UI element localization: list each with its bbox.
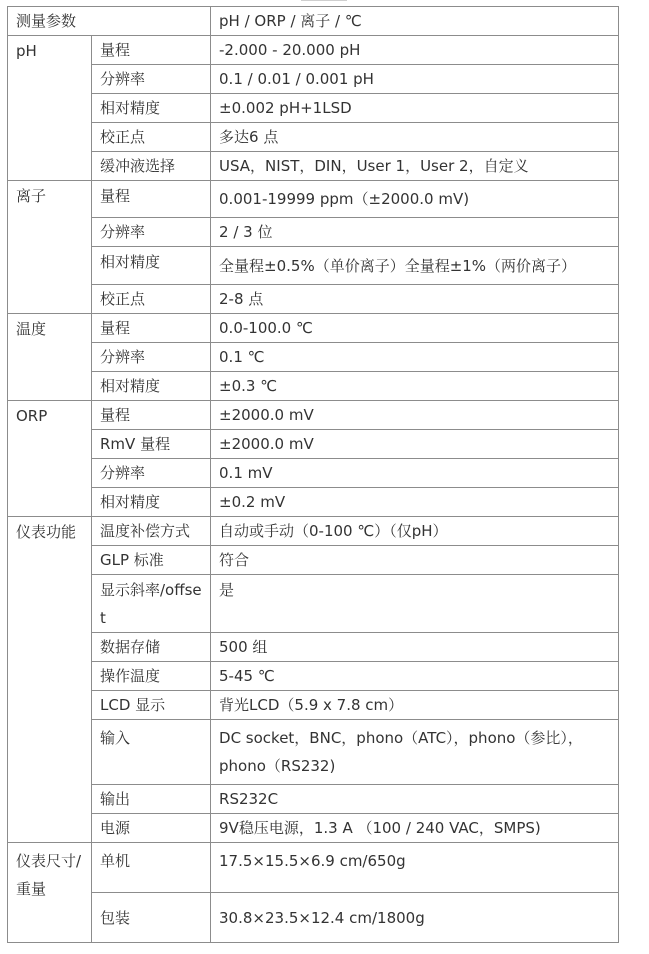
row-value: 500 组 — [211, 633, 619, 662]
row-value: 30.8×23.5×12.4 cm/1800g — [211, 893, 619, 943]
table-row — [8, 218, 619, 247]
table-row — [8, 785, 619, 814]
row-value: 全量程±0.5%（单价离子）全量程±1%（两价离子） — [211, 247, 619, 285]
group-name: ORP — [8, 401, 92, 517]
row-label: 单机 — [92, 843, 211, 893]
row-label: 显示斜率/offset — [92, 575, 211, 633]
row-value: 多达6 点 — [211, 123, 619, 152]
table-row — [8, 343, 619, 372]
row-label: 操作温度 — [92, 662, 211, 691]
table-row — [8, 488, 619, 517]
row-value: 背光LCD（5.9 x 7.8 cm） — [211, 691, 619, 720]
table-row — [8, 575, 619, 633]
group-name: pH — [8, 36, 92, 181]
table-row — [8, 662, 619, 691]
row-value: ±0.002 pH+1LSD — [211, 94, 619, 123]
row-value: 0.0-100.0 ℃ — [211, 314, 619, 343]
row-value: DC socket，BNC，phono（ATC），phono（参比），phono（RS232) — [211, 720, 619, 785]
row-value: ±0.3 ℃ — [211, 372, 619, 401]
row-label: GLP 标准 — [92, 546, 211, 575]
header-label: 测量参数 — [8, 7, 211, 36]
row-value: 2-8 点 — [211, 285, 619, 314]
row-label: 包装 — [92, 893, 211, 943]
row-value: 是 — [211, 575, 619, 633]
table-row — [8, 814, 619, 843]
row-label: 相对精度 — [92, 94, 211, 123]
row-label: 电源 — [92, 814, 211, 843]
row-value: -2.000 - 20.000 pH — [211, 36, 619, 65]
row-value: 17.5×15.5×6.9 cm/650g — [211, 843, 619, 893]
table-row — [8, 517, 619, 546]
row-label: 量程 — [92, 314, 211, 343]
table-row — [8, 372, 619, 401]
row-value: 9V稳压电源，1.3 A （100 / 240 VAC，SMPS) — [211, 814, 619, 843]
row-value: 0.1 / 0.01 / 0.001 pH — [211, 65, 619, 94]
table-row — [8, 720, 619, 785]
table-row — [8, 36, 619, 65]
row-label: 分辨率 — [92, 218, 211, 247]
row-value: RS232C — [211, 785, 619, 814]
table-row — [8, 94, 619, 123]
row-label: 分辨率 — [92, 343, 211, 372]
table-row — [8, 843, 619, 893]
group-name: 离子 — [8, 181, 92, 314]
row-label: 量程 — [92, 401, 211, 430]
row-label: 输出 — [92, 785, 211, 814]
row-value: ±2000.0 mV — [211, 401, 619, 430]
spec-table — [7, 6, 619, 943]
table-row — [8, 152, 619, 181]
row-value: 符合 — [211, 546, 619, 575]
row-value: ±2000.0 mV — [211, 430, 619, 459]
row-value: 0.1 mV — [211, 459, 619, 488]
table-row — [8, 633, 619, 662]
row-value: 自动或手动（0-100 ℃）（仅pH） — [211, 517, 619, 546]
table-row — [8, 65, 619, 94]
table-row — [8, 123, 619, 152]
row-label: 量程 — [92, 36, 211, 65]
row-label: 相对精度 — [92, 247, 211, 285]
row-value: 0.001-19999 ppm（±2000.0 mV) — [211, 181, 619, 218]
row-value: 2 / 3 位 — [211, 218, 619, 247]
row-label: 分辨率 — [92, 65, 211, 94]
row-value: 5-45 ℃ — [211, 662, 619, 691]
row-value: USA，NIST，DIN，User 1，User 2，自定义 — [211, 152, 619, 181]
row-value: 0.1 ℃ — [211, 343, 619, 372]
table-row — [8, 691, 619, 720]
row-label: 温度补偿方式 — [92, 517, 211, 546]
table-row — [8, 314, 619, 343]
row-label: 输入 — [92, 720, 211, 785]
row-label: 相对精度 — [92, 488, 211, 517]
row-label: 量程 — [92, 181, 211, 218]
row-label: 校正点 — [92, 123, 211, 152]
top-divider — [301, 0, 347, 1]
header-value: pH / ORP / 离子 / ℃ — [211, 7, 619, 36]
table-row — [8, 401, 619, 430]
table-row — [8, 7, 619, 36]
row-label: 相对精度 — [92, 372, 211, 401]
group-name: 仪表尺寸/ 重量 — [8, 843, 92, 943]
row-label: RmV 量程 — [92, 430, 211, 459]
row-label: 校正点 — [92, 285, 211, 314]
row-label: 缓冲液选择 — [92, 152, 211, 181]
row-label: 数据存储 — [92, 633, 211, 662]
row-value: ±0.2 mV — [211, 488, 619, 517]
group-name: 仪表功能 — [8, 517, 92, 843]
table-row — [8, 430, 619, 459]
row-label: LCD 显示 — [92, 691, 211, 720]
table-row — [8, 285, 619, 314]
row-label: 分辨率 — [92, 459, 211, 488]
table-row — [8, 893, 619, 943]
table-row — [8, 247, 619, 285]
table-row — [8, 546, 619, 575]
group-name: 温度 — [8, 314, 92, 401]
table-row — [8, 459, 619, 488]
table-row — [8, 181, 619, 218]
